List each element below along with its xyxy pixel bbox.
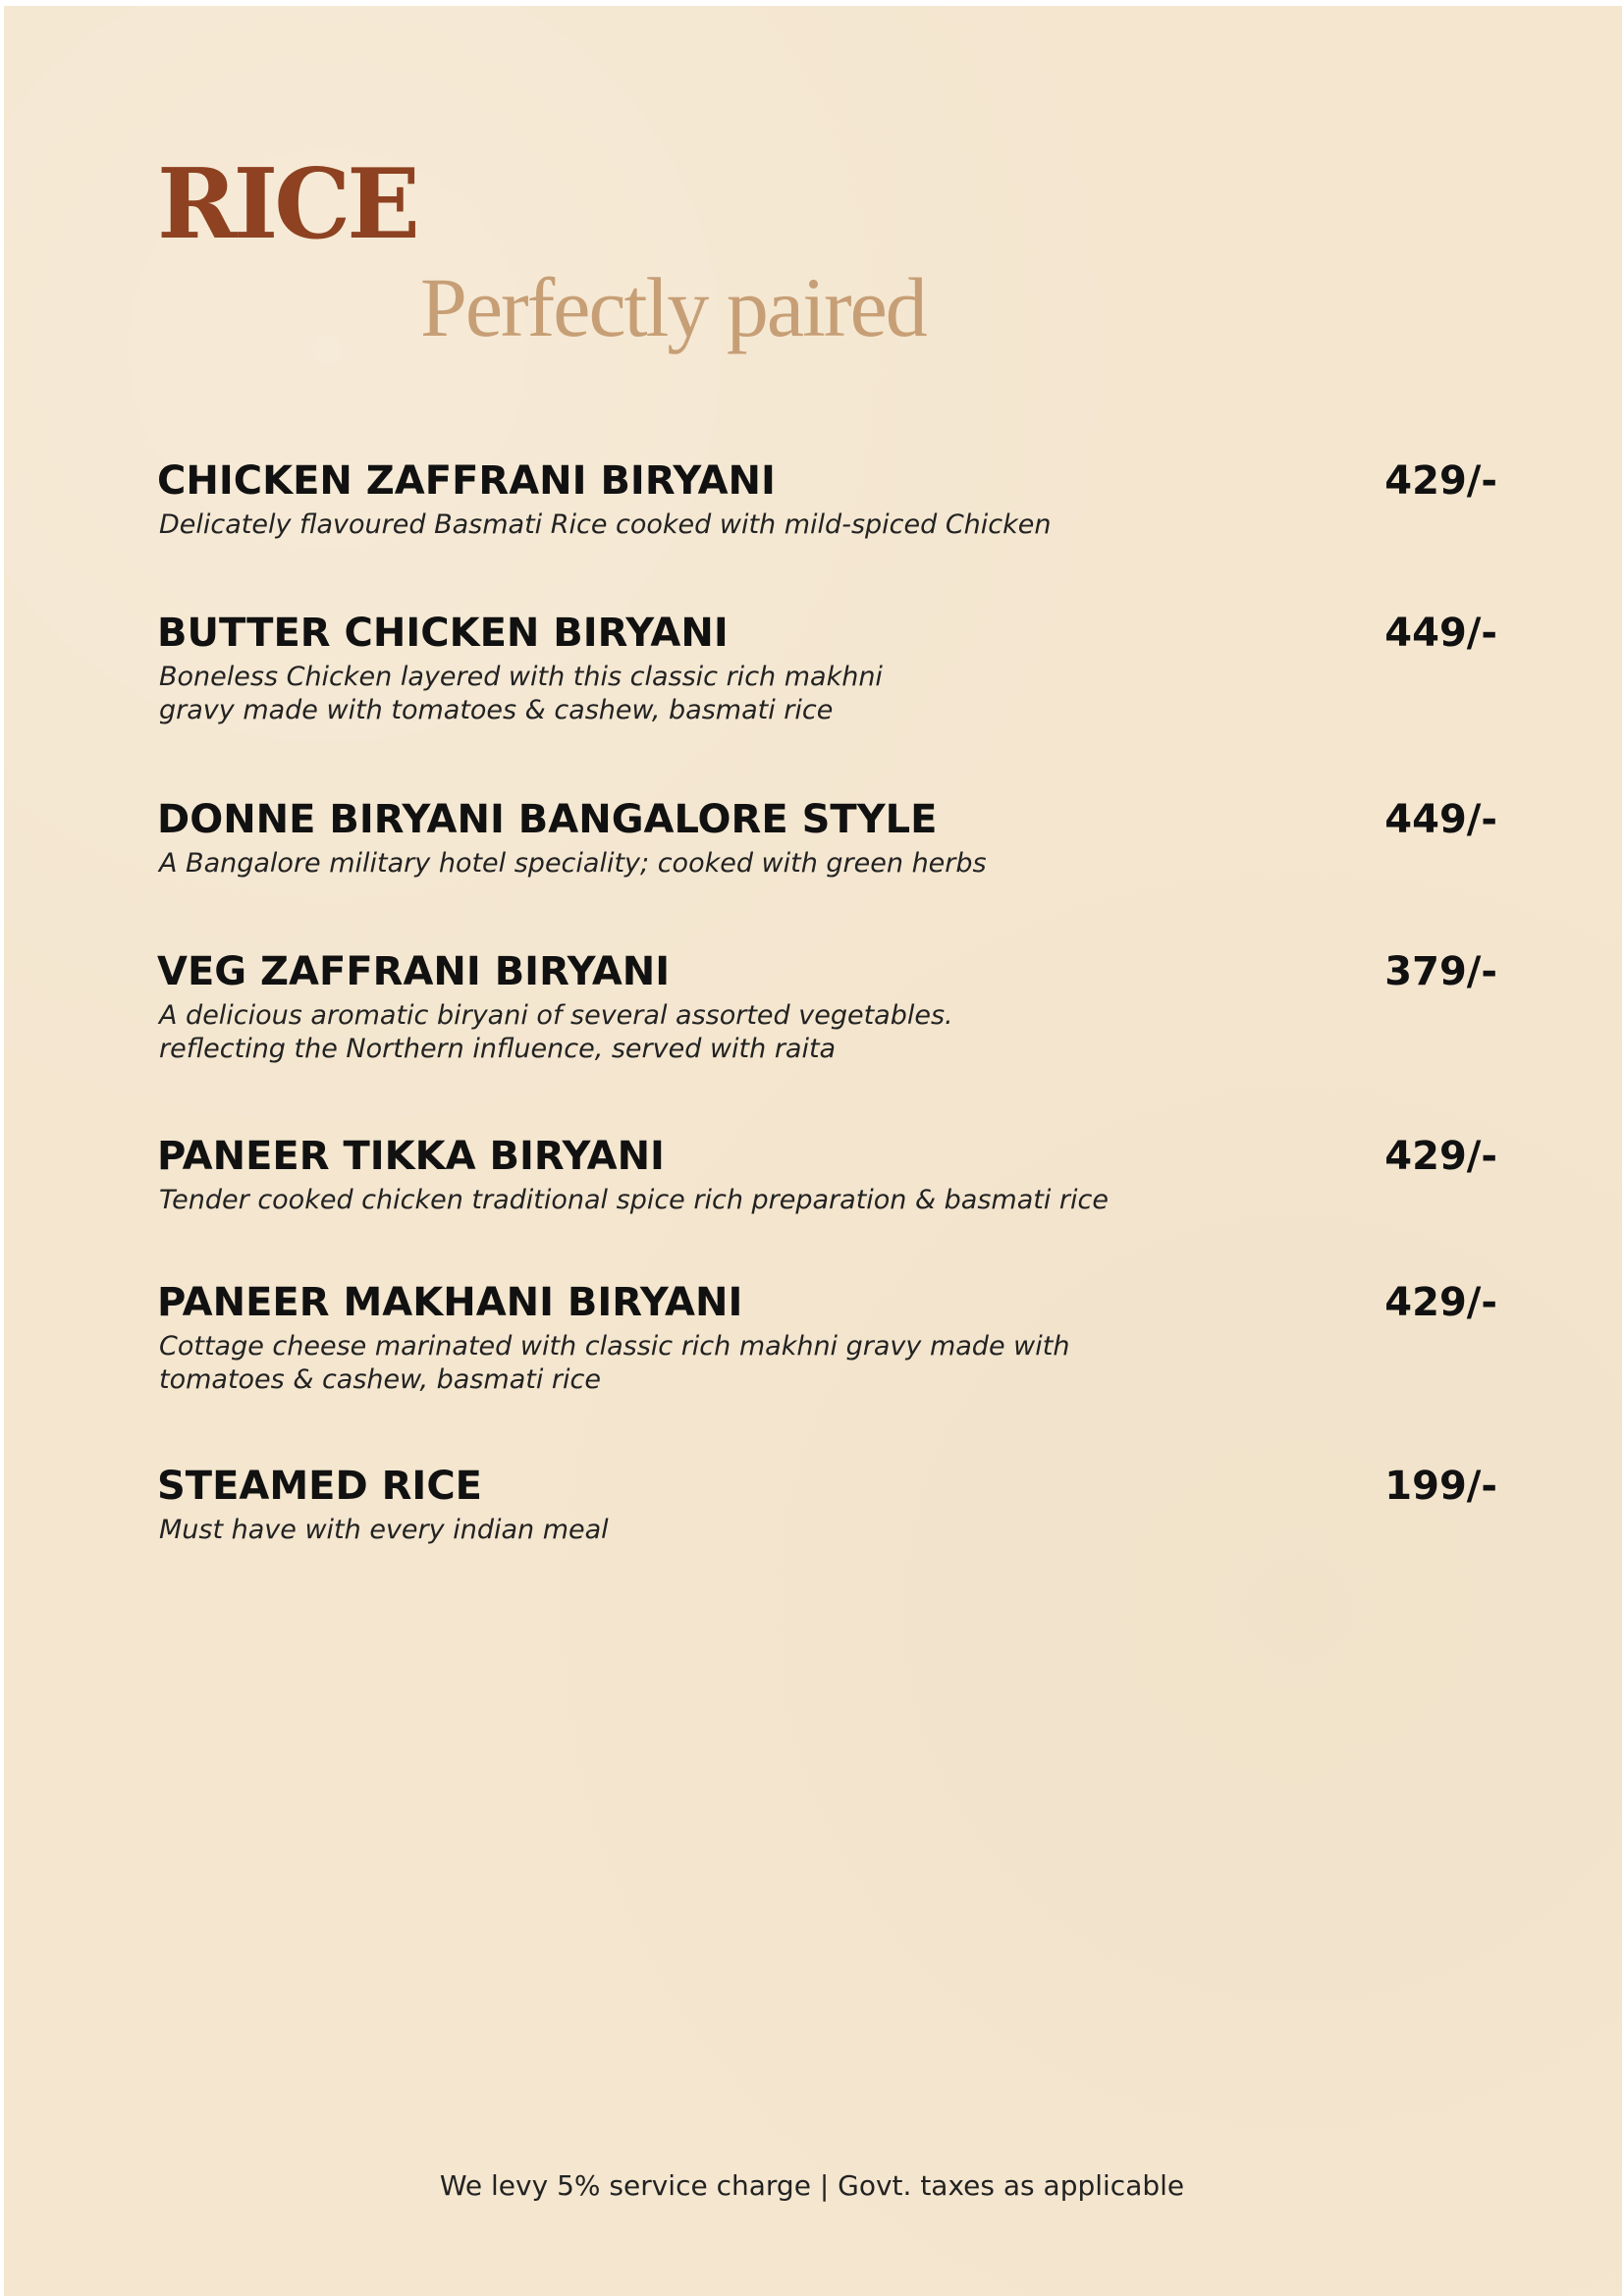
menu-item-name: DONNE BIRYANI BANGALORE STYLE xyxy=(157,797,938,842)
menu-item-description: A delicious aromatic biryani of several assorted vegetables. reflecting the Northern influence, served with raita xyxy=(159,1000,953,1064)
menu-item-price: 429/- xyxy=(1384,1134,1497,1179)
menu-item-paneer-tikka-biryani xyxy=(157,1135,1497,1253)
menu-item-price: 429/- xyxy=(1384,458,1497,504)
page-subtitle: Perfectly paired xyxy=(420,260,926,354)
menu-item-paneer-makhani-biryani xyxy=(157,1281,1497,1399)
menu-item-name: PANEER TIKKA BIRYANI xyxy=(157,1134,665,1179)
menu-item-donne-biryani-bangalore-style xyxy=(157,798,1497,916)
menu-item-name: VEG ZAFFRANI BIRYANI xyxy=(157,949,671,994)
menu-item-butter-chicken-biryani xyxy=(157,612,1497,729)
menu-item-chicken-zaffrani-biryani xyxy=(157,459,1497,577)
menu-item-description: Tender cooked chicken traditional spice rich preparation & basmati rice xyxy=(159,1185,1109,1215)
menu-item-description: Cottage cheese marinated with classic rich makhni gravy made with tomatoes & cashew, basmati rice xyxy=(159,1331,1070,1395)
menu-item-name: CHICKEN ZAFFRANI BIRYANI xyxy=(157,458,776,504)
menu-item-price: 429/- xyxy=(1384,1280,1497,1325)
menu-item-name: STEAMED RICE xyxy=(157,1464,482,1509)
menu-item-description: A Bangalore military hotel speciality; cooked with green herbs xyxy=(159,848,987,879)
page-title: RICE xyxy=(157,148,416,261)
menu-item-name: PANEER MAKHANI BIRYANI xyxy=(157,1280,743,1325)
menu-item-description: Delicately flavoured Basmati Rice cooked with mild-spiced Chicken xyxy=(159,509,1052,540)
menu-item-price: 379/- xyxy=(1384,949,1497,994)
menu-item-veg-zaffrani-biryani xyxy=(157,950,1497,1068)
menu-item-steamed-rice xyxy=(157,1465,1497,1582)
menu-item-price: 449/- xyxy=(1384,797,1497,842)
menu-item-price: 449/- xyxy=(1384,611,1497,656)
menu-item-price: 199/- xyxy=(1384,1464,1497,1509)
menu-item-description: Must have with every indian meal xyxy=(159,1515,609,1545)
service-charge-note: We levy 5% service charge | Govt. taxes as applicable xyxy=(439,2169,1185,2202)
menu-item-description: Boneless Chicken layered with this classic rich makhni gravy made with tomatoes & cashew, basmati rice xyxy=(159,662,883,725)
menu-item-name: BUTTER CHICKEN BIRYANI xyxy=(157,611,729,656)
